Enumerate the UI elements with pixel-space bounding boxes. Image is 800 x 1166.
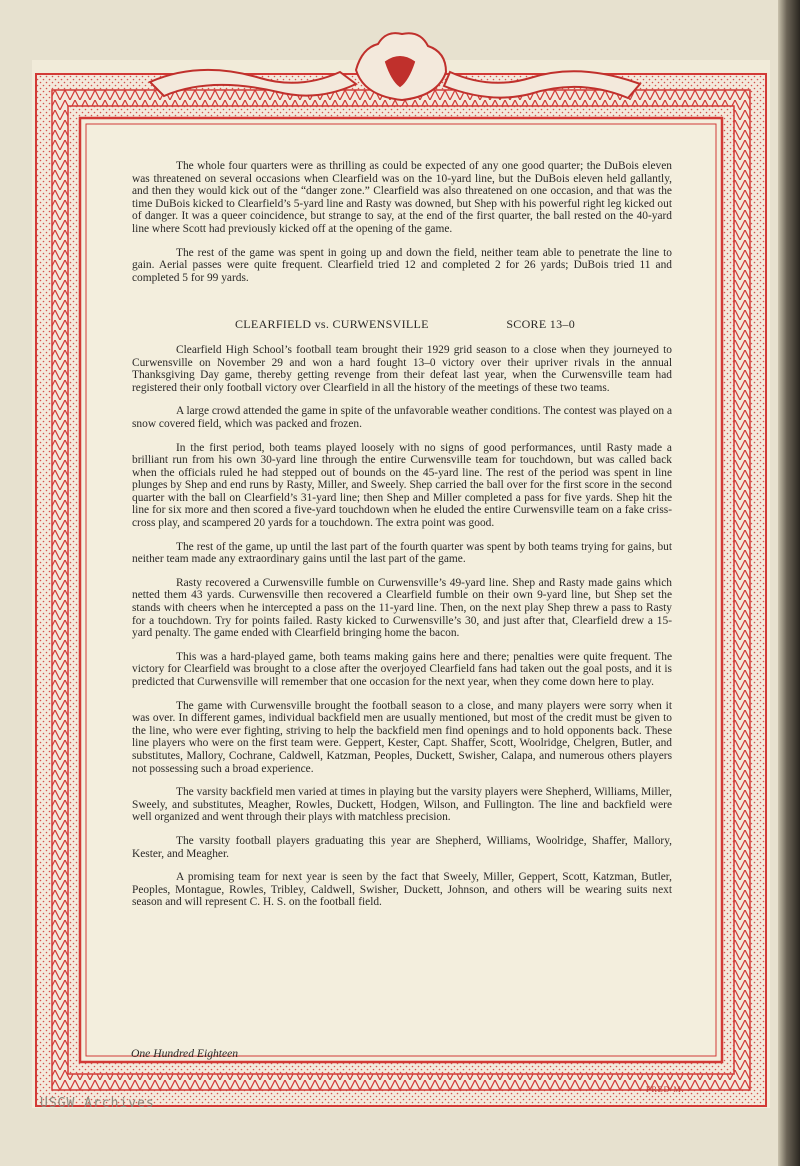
artist-signature: FRED M. xyxy=(646,1085,685,1094)
page-number-label: One Hundred Eighteen xyxy=(131,1047,239,1060)
paragraph: A promising team for next year is seen by the fact that Sweely, Miller, Geppert, Scott, Katzman, Butler, Peoples, Montague, Rowles, Tribley, Caldwell, Swisher, Duckett, Johnson, and others will be wearing suits next season and will represent C. H. S. on the football field. xyxy=(132,871,672,909)
paragraph: The whole four quarters were as thrilling as could be expected of any one good quarter; the DuBois eleven was threatened on several occasions when Clearfield was on the 10-yard line, but the DuBois eleven held gallantly, and then they would kick out of the “danger zone.” Clearfield was also threatened on one occasion, and that was the time DuBois kicked to Clearfield’s 5-yard line and Rasty was downed, but Shep with his powerful right leg kicked out of danger. It was a queer coincidence, but strange to say, at the end of the first quarter, the ball rested on the 40-yard line where Scott had previously kicked off at the opening of the game. xyxy=(132,160,672,235)
article-body xyxy=(132,160,672,920)
section-score: SCORE 13–0 xyxy=(506,317,575,332)
archive-watermark: USGW Archives xyxy=(40,1096,155,1111)
paragraph: Rasty recovered a Curwensville fumble on Curwensville’s 49-yard line. Shep and Rasty made gains which netted them 43 yards. Curwensville then recovered a Clearfield fumble on their own 9-yard line, but Shep set the stands with cheers when he intercepted a pass on the 11-yard line. Then, on the next play Shep threw a pass to Rasty for a touchdown. Try for points failed. Rasty kicked to Curwensville’s 30, and just after that, Clearfield drew a 15-yard penalty. The game ended with Clearfield bringing home the bacon. xyxy=(132,576,672,640)
section-title: CLEARFIELD vs. CURWENSVILLE xyxy=(235,317,429,332)
paragraph: The rest of the game was spent in going up and down the field, neither team able to penetrate the line to gain. Aerial passes were quite frequent. Clearfield tried 12 and completed 2 for 26 yards; DuBois tried 11 and completed 5 for 99 yards. xyxy=(132,246,672,284)
paragraph: The varsity football players graduating this year are Shepherd, Williams, Woolridge, Shaffer, Mallory, Kester, and Meagher. xyxy=(132,834,672,860)
paragraph: A large crowd attended the game in spite of the unfavorable weather conditions. The contest was played on a snow covered field, which was packed and frozen. xyxy=(132,405,672,430)
section-heading xyxy=(235,318,575,331)
paragraph: In the first period, both teams played loosely with no signs of good performances, until Rasty made a brilliant run from his own 30-yard line through the entire Curwensville team for touchdown, but was called back when the officials ruled he had stepped out of bounds on the 45-yard line. The rest of the period was spent in line plunges by Shep and end runs by Rasty, Miller, and Sweely. Shep carried the ball over for the first score in the second quarter with the ball on Clearfield’s 31-yard line; then Shep and Miller completed a pass for five yards. Shep hit the line for six more and then scored a five-yard touchdown when he eluded the entire Curwensville team on a fake criss-cross play, and scampered 20 yards for a touchdown. The extra point was good. xyxy=(132,441,672,530)
paragraph: The varsity backfield men varied at times in playing but the varsity players were Shepherd, Williams, Miller, Sweely, and substitutes, Meagher, Rowles, Duckett, Hodgen, Wilson, and Fullington. The line and backfield were well organized and went through their plays with matchless precision. xyxy=(132,786,672,824)
paragraph: The rest of the game, up until the last part of the fourth quarter was spent by both teams trying for gains, but neither team made any extraordinary gains until the last part of the game. xyxy=(132,540,672,566)
paragraph: Clearfield High School’s football team brought their 1929 grid season to a close when they journeyed to Curwensville on November 29 and won a hard fought 13–0 victory over their upriver rivals in the annual Thanksgiving Day game, thereby getting revenge from their defeat last year, when the Curwensville team had registered their only football victory over Clearfield in all the history of the meetings of these two teams. xyxy=(132,343,672,394)
paragraph: This was a hard-played game, both teams making gains here and there; penalties were quite frequent. The victory for Clearfield was brought to a close after the overjoyed Clearfield fans had taken out the goal posts, and it is predicted that Curwensville will remember that one occasion for the next year, when they come down here to play. xyxy=(132,650,672,688)
paragraph: The game with Curwensville brought the football season to a close, and many players were sorry when it was over. In different games, individual backfield men are usually mentioned, but most of the credit must be given to the line, who were ever fighting, striving to help the backfield men find openings and to hold opponents back. These line players who were on the first team were. Geppert, Kester, Capt. Shaffer, Scott, Woolridge, Chelgren, Butler, and substitutes, Mallory, Cochrane, Caldwell, Katzman, Peoples, Duckett, Swisher, Calapa, and numerous others players not possessing such a broad experience. xyxy=(132,699,672,775)
